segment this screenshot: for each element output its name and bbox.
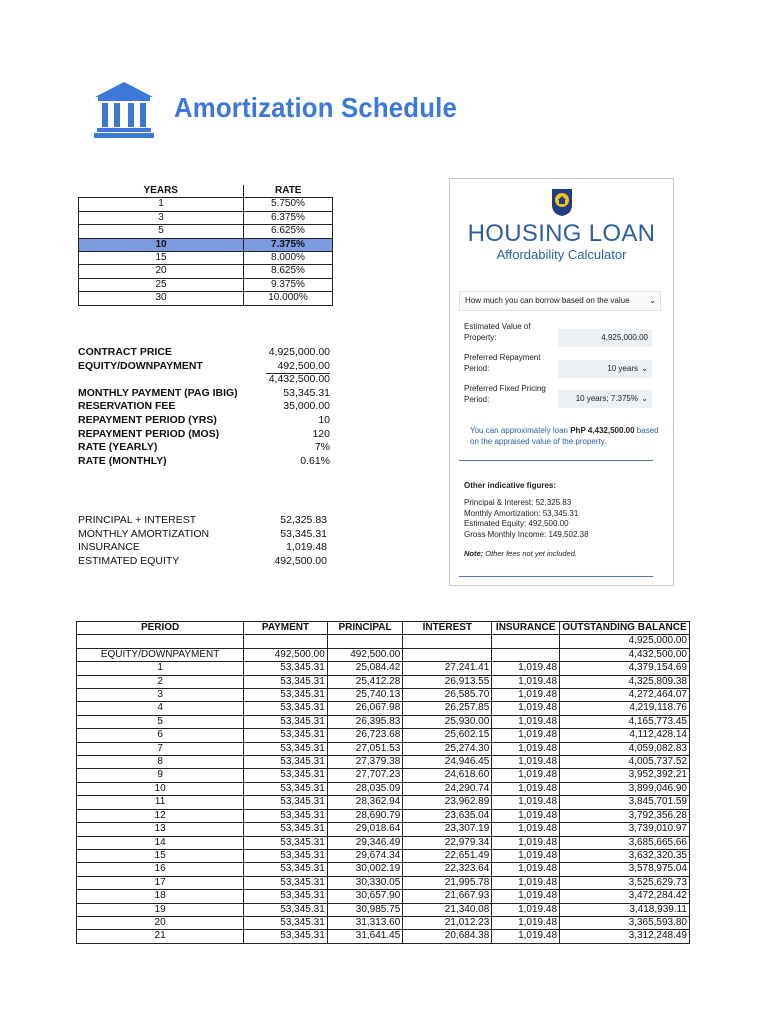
principal-cell: 30,330.05 xyxy=(327,876,403,889)
rate-row-selected xyxy=(79,238,333,251)
repay-mos-value: 120 xyxy=(312,427,330,440)
calculator-title: HOUSING LOAN xyxy=(467,220,656,247)
period-cell: 21 xyxy=(77,930,244,943)
rate-table-header xyxy=(79,185,333,198)
table-row xyxy=(77,876,690,889)
payment-cell: 53,345.31 xyxy=(244,863,328,876)
table-row xyxy=(77,823,690,836)
balance-cell: 3,792,356.28 xyxy=(560,809,690,822)
payment-cell: 53,345.31 xyxy=(244,675,328,688)
rate-years: 3 xyxy=(79,211,244,224)
fixed-pricing-label: Preferred Fixed Pricing Period: xyxy=(464,384,546,404)
insurance-cell: 1,019.48 xyxy=(492,863,560,876)
indicative-figures xyxy=(78,514,327,570)
period-header: PERIOD xyxy=(77,622,244,635)
property-value-label: Estimated Value of Property: xyxy=(464,322,531,342)
table-row xyxy=(77,863,690,876)
period-cell: 19 xyxy=(77,903,244,916)
equity-value: 492,500.00 xyxy=(266,360,330,375)
period-cell: 2 xyxy=(77,675,244,688)
period-cell: 12 xyxy=(77,809,244,822)
table-row xyxy=(77,916,690,929)
est-equity-label: ESTIMATED EQUITY xyxy=(78,554,180,567)
payment-cell: 53,345.31 xyxy=(244,823,328,836)
balance-cell: 4,325,809.38 xyxy=(560,675,690,688)
period-cell: 20 xyxy=(77,916,244,929)
rate-value: 6.375% xyxy=(244,211,333,224)
interest-cell: 25,602.15 xyxy=(403,729,492,742)
loan-summary xyxy=(78,346,330,471)
principal-cell: 29,018.64 xyxy=(327,823,403,836)
result-amount: PhP 4,432,500.00 xyxy=(570,426,635,435)
interest-cell: 24,946.45 xyxy=(403,756,492,769)
rate-years: 25 xyxy=(79,278,244,291)
interest-cell xyxy=(403,635,492,648)
other-figure-line: Estimated Equity: 492,500.00 xyxy=(464,519,569,528)
balance-cell: 4,219,118.76 xyxy=(560,702,690,715)
amort-label: MONTHLY AMORTIZATION xyxy=(78,527,210,540)
period-cell xyxy=(77,635,244,648)
interest-cell: 24,618.60 xyxy=(403,769,492,782)
balance-cell: 3,632,320.35 xyxy=(560,849,690,862)
principal-cell: 30,002.19 xyxy=(327,863,403,876)
payment-cell: 53,345.31 xyxy=(244,836,328,849)
payment-cell: 53,345.31 xyxy=(244,809,328,822)
payment-cell: 53,345.31 xyxy=(244,662,328,675)
monthly-payment-value: 53,345.31 xyxy=(283,386,330,399)
balance-cell: 3,845,701.59 xyxy=(560,796,690,809)
chevron-down-icon: ⌄ xyxy=(641,364,648,373)
rate-row xyxy=(79,198,333,211)
insurance-cell: 1,019.48 xyxy=(492,836,560,849)
loan-amount-value: 4,432,500.00 xyxy=(268,373,330,386)
balance-cell: 3,472,284.42 xyxy=(560,890,690,903)
repay-mos-label: REPAYMENT PERIOD (MOS) xyxy=(78,427,220,440)
principal-cell: 31,641.45 xyxy=(327,930,403,943)
period-cell: 3 xyxy=(77,689,244,702)
payment-cell: 53,345.31 xyxy=(244,890,328,903)
period-cell: 11 xyxy=(77,796,244,809)
interest-cell: 26,257.85 xyxy=(403,702,492,715)
payment-cell: 53,345.31 xyxy=(244,702,328,715)
rate-value: 7.375% xyxy=(244,238,333,251)
payment-cell: 53,345.31 xyxy=(244,876,328,889)
rate-table xyxy=(78,185,333,306)
balance-cell: 4,059,082.83 xyxy=(560,742,690,755)
repay-yrs-value: 10 xyxy=(318,414,330,426)
other-figure-line: Monthly Amortization: 53,345.31 xyxy=(464,508,579,518)
table-row xyxy=(77,662,690,675)
rate-years: 1 xyxy=(79,198,244,211)
balance-cell: 4,379,154.69 xyxy=(560,662,690,675)
principal-cell: 30,657.90 xyxy=(327,890,403,903)
interest-cell: 22,651.49 xyxy=(403,849,492,862)
period-cell: 18 xyxy=(77,890,244,903)
period-cell: 9 xyxy=(77,769,244,782)
pi-label: PRINCIPAL + INTEREST xyxy=(78,514,197,526)
result-prefix: You can approximately loan xyxy=(470,426,571,435)
monthly-payment-label: MONTHLY PAYMENT (PAG IBIG) xyxy=(78,386,238,399)
balance-cell: 3,365,593.80 xyxy=(560,916,690,929)
payment-cell: 53,345.31 xyxy=(244,769,328,782)
balance-cell: 3,739,010.97 xyxy=(560,823,690,836)
principal-cell: 28,035.09 xyxy=(327,782,403,795)
principal-cell: 27,051.53 xyxy=(327,742,403,755)
rate-row xyxy=(79,292,333,305)
insurance-cell: 1,019.48 xyxy=(492,890,560,903)
balance-cell: 4,272,464.07 xyxy=(560,689,690,702)
rate-header: RATE xyxy=(244,185,333,198)
insurance-cell: 1,019.48 xyxy=(492,876,560,889)
rate-value: 8.000% xyxy=(244,252,333,265)
interest-cell: 21,340.08 xyxy=(403,903,492,916)
insurance-cell: 1,019.48 xyxy=(492,756,560,769)
rate-years: 15 xyxy=(79,252,244,265)
divider xyxy=(459,576,653,577)
period-cell: 10 xyxy=(77,782,244,795)
rate-yearly-label: RATE (YEARLY) xyxy=(78,441,158,454)
rate-years: 10 xyxy=(79,238,244,251)
fees-note xyxy=(464,549,577,558)
balance-header: OUTSTANDING BALANCE xyxy=(560,622,690,635)
insurance-cell: 1,019.48 xyxy=(492,903,560,916)
pagibig-seal-icon xyxy=(550,187,574,217)
principal-cell: 28,362.94 xyxy=(327,796,403,809)
rate-value: 8.625% xyxy=(244,265,333,278)
payment-cell: 492,500.00 xyxy=(244,648,328,661)
insurance-value: 1,019.48 xyxy=(286,541,327,554)
interest-cell: 23,962.89 xyxy=(403,796,492,809)
property-value-input[interactable]: 4,925,000.00 xyxy=(558,329,652,347)
interest-cell: 23,307.19 xyxy=(403,823,492,836)
insurance-cell: 1,019.48 xyxy=(492,715,560,728)
amort-value: 53,345.31 xyxy=(280,527,327,540)
table-row xyxy=(77,930,690,943)
principal-cell: 29,346.49 xyxy=(327,836,403,849)
principal-cell: 30,985.75 xyxy=(327,903,403,916)
rate-value: 10.000% xyxy=(244,292,333,305)
balance-cell: 4,925,000.00 xyxy=(560,635,690,648)
loan-result-text xyxy=(470,426,660,447)
insurance-cell xyxy=(492,635,560,648)
payment-cell: 53,345.31 xyxy=(244,903,328,916)
payment-cell: 53,345.31 xyxy=(244,796,328,809)
interest-cell: 21,012.23 xyxy=(403,916,492,929)
interest-cell: 21,667.93 xyxy=(403,890,492,903)
interest-header: INTEREST xyxy=(403,622,492,635)
payment-cell: 53,345.31 xyxy=(244,742,328,755)
payment-cell: 53,345.31 xyxy=(244,756,328,769)
amortization-table xyxy=(76,621,690,944)
payment-cell: 53,345.31 xyxy=(244,715,328,728)
principal-cell: 29,674.34 xyxy=(327,849,403,862)
interest-cell: 20,684.38 xyxy=(403,930,492,943)
principal-cell: 31,313.60 xyxy=(327,916,403,929)
rate-row xyxy=(79,265,333,278)
rate-row xyxy=(79,252,333,265)
insurance-cell: 1,019.48 xyxy=(492,729,560,742)
principal-cell: 25,412.28 xyxy=(327,675,403,688)
other-figures-heading: Other indicative figures: xyxy=(464,481,557,490)
table-row xyxy=(77,836,690,849)
table-row xyxy=(77,702,690,715)
insurance-cell: 1,019.48 xyxy=(492,702,560,715)
insurance-cell: 1,019.48 xyxy=(492,689,560,702)
payment-cell: 53,345.31 xyxy=(244,729,328,742)
insurance-cell: 1,019.48 xyxy=(492,796,560,809)
principal-cell: 28,690.79 xyxy=(327,809,403,822)
balance-cell: 4,165,773.45 xyxy=(560,715,690,728)
insurance-cell: 1,019.48 xyxy=(492,809,560,822)
chevron-down-icon: ⌄ xyxy=(649,296,656,305)
rate-monthly-value: 0.61% xyxy=(300,454,330,467)
table-row xyxy=(77,769,690,782)
page-title: Amortization Schedule xyxy=(174,92,457,123)
period-cell: EQUITY/DOWNPAYMENT xyxy=(77,648,244,661)
principal-cell xyxy=(327,635,403,648)
amortization-header-row xyxy=(77,622,690,635)
payment-cell xyxy=(244,635,328,648)
balance-cell: 3,578,975.04 xyxy=(560,863,690,876)
payment-cell: 53,345.31 xyxy=(244,849,328,862)
balance-cell: 4,432,500.00 xyxy=(560,648,690,661)
payment-cell: 53,345.31 xyxy=(244,782,328,795)
fixed-pricing-value: 10 years; 7.375% xyxy=(575,394,638,403)
rate-row xyxy=(79,278,333,291)
payment-header: PAYMENT xyxy=(244,622,328,635)
principal-cell: 27,379.38 xyxy=(327,756,403,769)
table-row xyxy=(77,756,690,769)
period-cell: 4 xyxy=(77,702,244,715)
rate-yearly-value: 7% xyxy=(314,441,330,454)
calculator-panel xyxy=(449,178,674,586)
table-row xyxy=(77,796,690,809)
period-cell: 13 xyxy=(77,823,244,836)
rate-row xyxy=(79,225,333,238)
payment-cell: 53,345.31 xyxy=(244,689,328,702)
balance-cell: 3,418,939.11 xyxy=(560,903,690,916)
payment-cell: 53,345.31 xyxy=(244,916,328,929)
insurance-cell xyxy=(492,648,560,661)
insurance-cell: 1,019.48 xyxy=(492,769,560,782)
table-row xyxy=(77,648,690,661)
principal-cell: 25,084.42 xyxy=(327,662,403,675)
table-row xyxy=(77,890,690,903)
borrow-mode-value: How much you can borrow based on the value xyxy=(465,296,630,305)
divider xyxy=(459,460,653,461)
insurance-cell: 1,019.48 xyxy=(492,916,560,929)
fixed-pricing-select[interactable] xyxy=(558,390,652,408)
bank-building-icon xyxy=(92,80,156,140)
other-figure-line: Principal & Interest: 52,325.83 xyxy=(464,498,572,507)
insurance-cell: 1,019.48 xyxy=(492,930,560,943)
note-text: Other fees not yet included. xyxy=(483,549,577,558)
balance-cell: 3,685,665.66 xyxy=(560,836,690,849)
table-row xyxy=(77,635,690,648)
borrow-mode-select[interactable] xyxy=(459,291,661,311)
rate-monthly-label: RATE (MONTHLY) xyxy=(78,454,167,467)
interest-cell: 23,635.04 xyxy=(403,809,492,822)
interest-cell: 25,930.00 xyxy=(403,715,492,728)
interest-cell: 26,913.55 xyxy=(403,675,492,688)
interest-cell: 25,274.30 xyxy=(403,742,492,755)
table-row xyxy=(77,903,690,916)
interest-cell: 21,995.78 xyxy=(403,876,492,889)
table-row xyxy=(77,742,690,755)
period-cell: 5 xyxy=(77,715,244,728)
insurance-header: INSURANCE xyxy=(492,622,560,635)
table-row xyxy=(77,809,690,822)
pi-value: 52,325.83 xyxy=(280,514,327,526)
table-row xyxy=(77,729,690,742)
principal-cell: 27,707.23 xyxy=(327,769,403,782)
insurance-cell: 1,019.48 xyxy=(492,742,560,755)
balance-cell: 3,952,392.21 xyxy=(560,769,690,782)
period-cell: 1 xyxy=(77,662,244,675)
table-row xyxy=(77,782,690,795)
repayment-period-label: Preferred Repayment Period: xyxy=(464,353,541,373)
insurance-cell: 1,019.48 xyxy=(492,823,560,836)
rate-row xyxy=(79,211,333,224)
period-cell: 14 xyxy=(77,836,244,849)
contract-price-label: CONTRACT PRICE xyxy=(78,346,172,358)
rate-value: 9.375% xyxy=(244,278,333,291)
rate-value: 6.625% xyxy=(244,225,333,238)
table-row xyxy=(77,675,690,688)
principal-header: PRINCIPAL xyxy=(327,622,403,635)
reservation-fee-value: 35,000.00 xyxy=(283,400,330,413)
years-header: YEARS xyxy=(79,185,244,198)
other-figures-list xyxy=(464,498,589,540)
principal-cell: 25,740.13 xyxy=(327,689,403,702)
payment-cell: 53,345.31 xyxy=(244,930,328,943)
contract-price-value: 4,925,000.00 xyxy=(268,346,330,358)
balance-cell: 3,312,248.49 xyxy=(560,930,690,943)
est-equity-value: 492,500.00 xyxy=(274,554,327,567)
period-cell: 6 xyxy=(77,729,244,742)
balance-cell: 3,525,629.73 xyxy=(560,876,690,889)
rate-years: 30 xyxy=(79,292,244,305)
principal-cell: 26,723.68 xyxy=(327,729,403,742)
rate-value: 5.750% xyxy=(244,198,333,211)
repayment-period-select[interactable] xyxy=(558,360,652,378)
balance-cell: 3,899,046.90 xyxy=(560,782,690,795)
interest-cell: 24,290.74 xyxy=(403,782,492,795)
interest-cell: 26,585.70 xyxy=(403,689,492,702)
interest-cell: 27,241.41 xyxy=(403,662,492,675)
period-cell: 7 xyxy=(77,742,244,755)
table-row xyxy=(77,715,690,728)
repayment-period-value: 10 years xyxy=(607,364,638,373)
interest-cell: 22,323.64 xyxy=(403,863,492,876)
principal-cell: 492,500.00 xyxy=(327,648,403,661)
reservation-fee-label: RESERVATION FEE xyxy=(78,400,176,413)
insurance-cell: 1,019.48 xyxy=(492,662,560,675)
result-suffix: based on the appraised value of the property. xyxy=(470,426,659,446)
period-cell: 8 xyxy=(77,756,244,769)
insurance-cell: 1,019.48 xyxy=(492,675,560,688)
note-label: Note: xyxy=(464,549,484,558)
insurance-cell: 1,019.48 xyxy=(492,782,560,795)
chevron-down-icon: ⌄ xyxy=(641,394,648,403)
table-row xyxy=(77,689,690,702)
principal-cell: 26,395.83 xyxy=(327,715,403,728)
rate-years: 20 xyxy=(79,265,244,278)
table-row xyxy=(77,849,690,862)
other-figure-line: Gross Monthly Income: 149,502.38 xyxy=(464,529,589,539)
interest-cell xyxy=(403,648,492,661)
calculator-subtitle: Affordability Calculator xyxy=(496,247,627,262)
principal-cell: 26,067.98 xyxy=(327,702,403,715)
insurance-cell: 1,019.48 xyxy=(492,849,560,862)
period-cell: 16 xyxy=(77,863,244,876)
period-cell: 15 xyxy=(77,849,244,862)
balance-cell: 4,005,737.52 xyxy=(560,756,690,769)
insurance-label: INSURANCE xyxy=(78,541,140,554)
repay-yrs-label: REPAYMENT PERIOD (YRS) xyxy=(78,414,217,426)
balance-cell: 4,112,428.14 xyxy=(560,729,690,742)
period-cell: 17 xyxy=(77,876,244,889)
rate-years: 5 xyxy=(79,225,244,238)
equity-label: EQUITY/DOWNPAYMENT xyxy=(78,359,203,372)
interest-cell: 22,979.34 xyxy=(403,836,492,849)
